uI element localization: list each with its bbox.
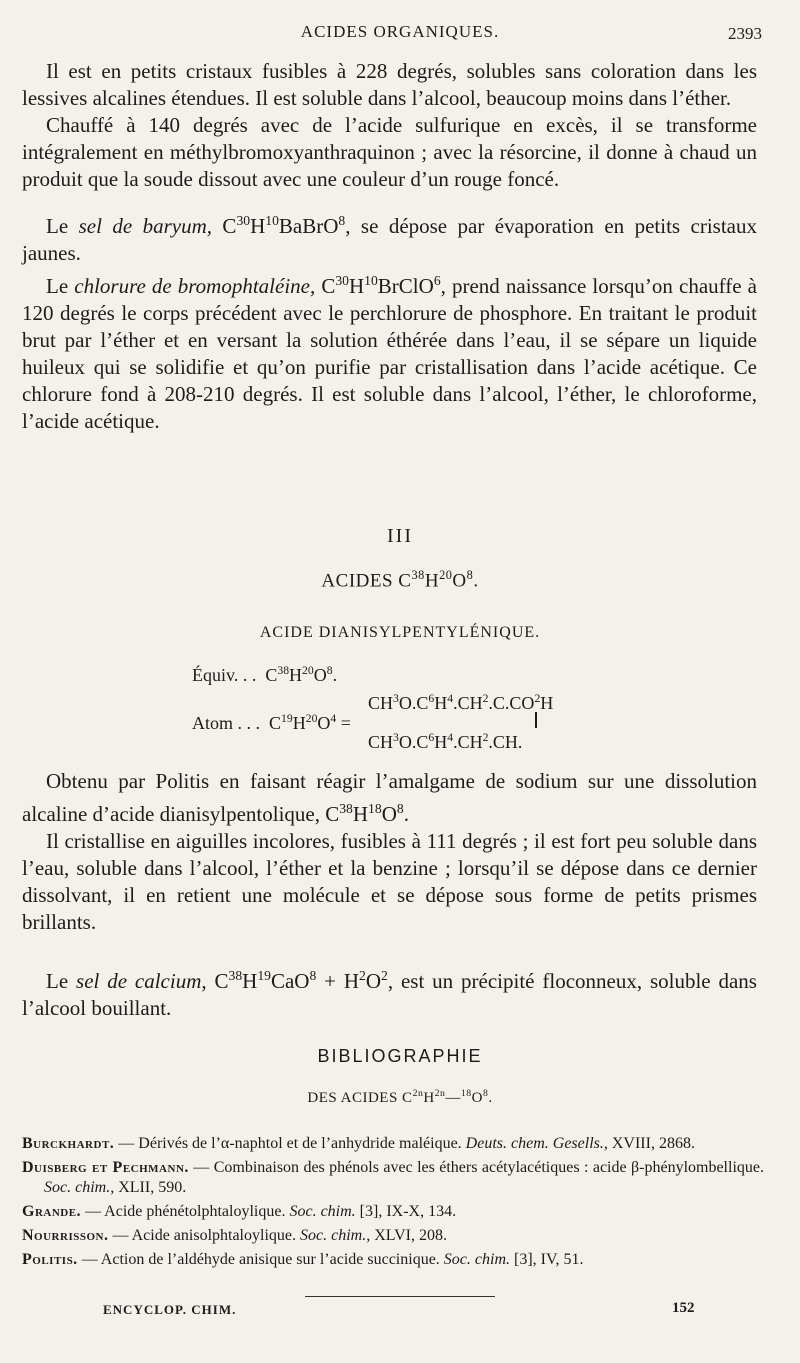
page-number: 2393 bbox=[728, 24, 762, 43]
text-block-2 bbox=[22, 768, 757, 936]
reference-list bbox=[22, 1134, 764, 1274]
text-block-1 bbox=[22, 58, 757, 435]
signature-number: 152 bbox=[672, 1300, 695, 1316]
paragraph: Il cristallise en aiguilles incolores, fusibles à 111 degrés ; il est fort peu soluble dans l’eau, soluble dans l’alcool, l’éther et la benzine ; lorsqu’il se dépose dans ce dernier dissolvant, il en retient une molécule et se dépose sous forme de petits prismes brillants. bbox=[22, 829, 757, 934]
equiv-formula: Équiv. . . $C^{38}H^{20}O^8$. bbox=[192, 664, 338, 685]
footer-signature: ENCYCLOP. CHIM. bbox=[103, 1302, 237, 1317]
atom-formula: Atom . . . $C^{19}H^{20}O^4$ = bbox=[192, 712, 351, 733]
section-title: ACIDES $C^{38}H^{20}O^8$. bbox=[321, 568, 479, 592]
footer-rule bbox=[305, 1296, 495, 1297]
text-block-3 bbox=[22, 962, 757, 1022]
structural-formula-bottom: $CH^3O.C^6H^4.CH^2.CH$. bbox=[368, 731, 523, 752]
bibliography-subtitle: DES ACIDES $C^{2n}H^{2n}—^{18}O^8$. bbox=[307, 1088, 493, 1106]
reference-item: Nourrisson. — Acide anisolphtaloylique. Soc. chim., XLVI, 208. bbox=[22, 1227, 447, 1244]
running-title: ACIDES ORGANIQUES. bbox=[300, 22, 500, 41]
paragraph-calcium-salt: Le sel de calcium, $C^{38}H^{19}CaO^8 + H^2O^2$, est un précipité floconneux, soluble dans l’alcool bouillant. bbox=[22, 968, 757, 1020]
paragraph-chloride: Le chlorure de bromophtaléine, $C^{30}H^{10}BrClO^6$, prend naissance lorsqu’on chauffe à 120 degrés le corps précédent avec le perchlorure de phosphore. En traitant le produit brut par l’éther et en versant la solution éthérée dans l’eau, il se sépare un liquide huileux qui se solidifie et qu’on purifie par cristallisation dans l’acide acétique. Ce chlorure fond à 208-210 degrés. Il est soluble dans l’alcool, l’éther, le chloroforme, l’acide acétique. bbox=[22, 273, 757, 433]
paragraph: Chauffé à 140 degrés avec de l’acide sulfurique en excès, il se transforme intégralement en méthylbromoxyanthraquinon ; avec la résorcine, il donne à chaud un produit que la soude dissout avec une couleur d’un rouge foncé. bbox=[22, 113, 757, 191]
acid-title: ACIDE DIANISYLPENTYLÉNIQUE. bbox=[259, 624, 541, 641]
reference-item: Burckhardt. — Dérivés de l’α-naphtol et de l’anhydride maléique. Deuts. chem. Gesells., XVIII, 2868. bbox=[22, 1135, 695, 1152]
structural-formula-top: $CH^3O.C^6H^4.CH^2.C.CO^2H$ bbox=[368, 692, 554, 713]
bond-line bbox=[535, 712, 537, 728]
reference-item: Grande. — Acide phénétolphtaloylique. Soc. chim. [3], IX-X, 134. bbox=[22, 1203, 457, 1220]
paragraph: Obtenu par Politis en faisant réagir l’amalgame de sodium sur une dissolution alcaline d’acide dianisylpentolique, $C^{38}H^{18}O^8$. bbox=[22, 769, 757, 826]
paragraph: Il est en petits cristaux fusibles à 228 degrés, solubles sans coloration dans les lessives alcalines étendues. Il est soluble dans l’alcool, beaucoup moins dans l’éther. bbox=[22, 59, 757, 110]
reference-item: Duisberg et Pechmann. — Combinaison des phénols avec les éthers acétylacétiques : acide β-phénylombellique. Soc. chim., XLII, 590. bbox=[22, 1159, 764, 1196]
section-number: III bbox=[387, 525, 413, 547]
running-head bbox=[0, 22, 800, 46]
reference-item: Politis. — Action de l’aldéhyde anisique sur l’acide succinique. Soc. chim. [3], IV, 51. bbox=[22, 1251, 584, 1268]
bibliography-title: BIBLIOGRAPHIE bbox=[317, 1046, 483, 1066]
paragraph-barium-salt: Le sel de baryum, $C^{30}H^{10}BaBrO^8$, se dépose par évaporation en petits cristaux jaunes. bbox=[22, 213, 757, 265]
